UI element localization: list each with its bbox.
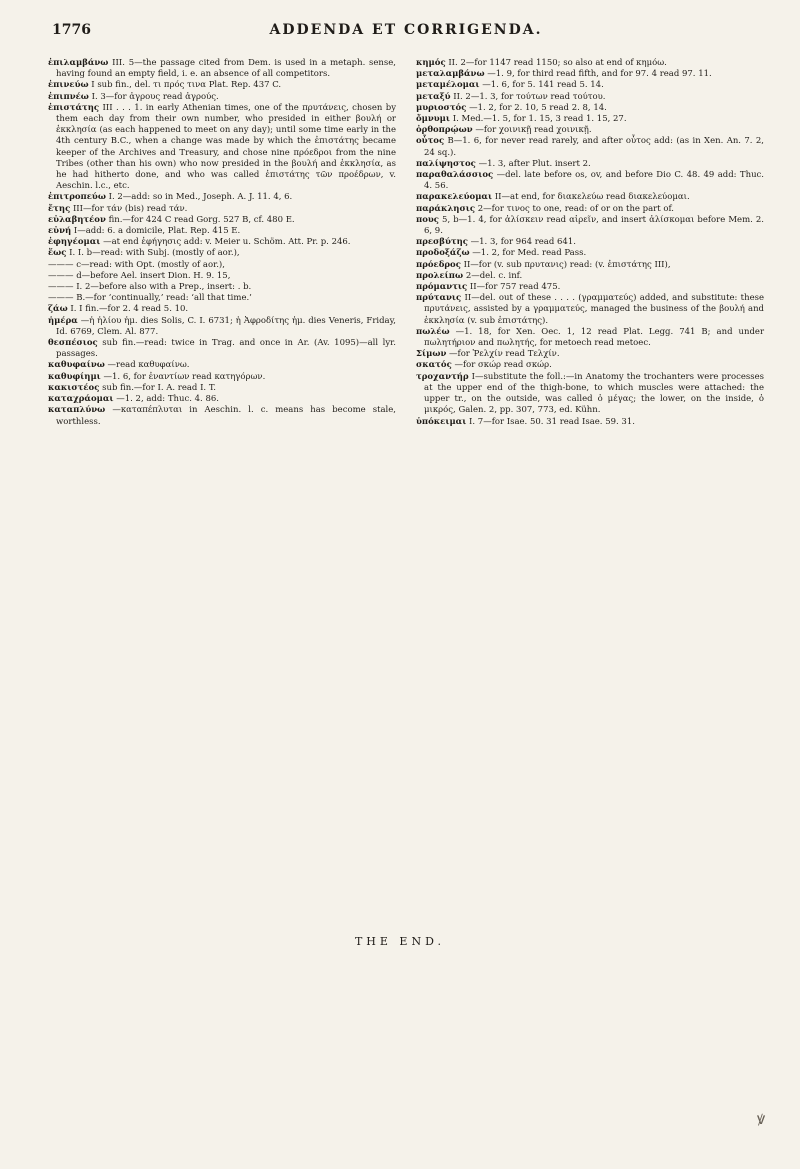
entry-lemma: καθυφαίνω bbox=[48, 360, 105, 371]
entry bbox=[48, 282, 396, 293]
entry-lemma: ἐπιπνέω bbox=[48, 91, 89, 102]
entry-text: 5, b—1. 4, for ἀλίσκειν read αἱρεῖν, and insert ἀλίσκομαι before Mem. 2. 6, 9. bbox=[424, 214, 765, 237]
entry-lemma: μεταξύ bbox=[416, 91, 451, 102]
entry-lemma: μεταλαμβάνω bbox=[416, 69, 485, 80]
entry-text: I. Med.—1. 5, for 1. 15, 3 read 1. 15, 27. bbox=[452, 114, 627, 125]
entry bbox=[48, 405, 396, 427]
entry bbox=[416, 159, 764, 170]
entry-text: II—at end, for διακελεύω read διακελεύομαι. bbox=[494, 192, 690, 203]
entry-lemma: παράκλησις bbox=[416, 203, 476, 214]
entry bbox=[48, 58, 396, 80]
entry-text: I. I fin.—for 2. 4 read 5. 10. bbox=[70, 304, 189, 315]
entry-lemma: σκατός bbox=[416, 360, 452, 371]
entry bbox=[48, 260, 396, 271]
entry-lemma: καθυφίημι bbox=[48, 371, 101, 382]
entry-text: —1. 6, for ἐναντίων read κατηγόρων. bbox=[103, 371, 266, 382]
entry-lemma: ἔτης bbox=[48, 203, 71, 214]
entry-text: I sub fin., del. τι πρός τινα Plat. Rep. 437 C. bbox=[91, 80, 282, 91]
entry bbox=[416, 69, 764, 80]
entry-lemma: παλίψηστος bbox=[416, 158, 476, 169]
entry-text: —del. late before os, ov, and before Dio C. 48. 49 add: Thuc. 4. 56. bbox=[424, 170, 765, 192]
entry bbox=[416, 58, 764, 69]
entry-text: I. 7—for Isae. 50. 31 read Isae. 59. 31. bbox=[469, 416, 635, 427]
entry-text: ——— d—before Ael. insert Dion. H. 9. 15, bbox=[48, 270, 231, 281]
entry bbox=[48, 304, 396, 315]
entry-text: II—for 757 read 475. bbox=[469, 282, 561, 293]
entry-text: II. 2—1. 3, for τούτων read τούτου. bbox=[453, 91, 606, 102]
entry-text: I. I. b—read: with Subj. (mostly of aor.), bbox=[69, 248, 240, 259]
entry-lemma: ἐπιστάτης bbox=[48, 102, 100, 113]
entry bbox=[416, 293, 764, 327]
entry-text: —1. 3, for 964 read 641. bbox=[470, 237, 576, 248]
entry-text: —1. 2, for 2. 10, 5 read 2. 8, 14. bbox=[469, 102, 607, 113]
entry bbox=[416, 136, 764, 158]
entry-lemma: ζάω bbox=[48, 304, 68, 315]
entry-lemma: καταπλύνω bbox=[48, 405, 106, 416]
entry-text: —1. 9, for third read fifth, and for 97. 4 read 97. 11. bbox=[487, 69, 712, 80]
entry-lemma: ἡμέρα bbox=[48, 315, 78, 326]
entry-text: —1. 6, for 5. 141 read 5. 14. bbox=[482, 80, 604, 91]
entry-text: II—del. out of these . . . . (γραμματεύς) added, and substitute: these πρυτάνεις, assisted by a γραμματεύς, managed the business of the βουλή and ἐκκλησία (v. sub ἐπιστάτης). bbox=[424, 293, 764, 326]
entry-text: I—add: 6. a domicile, Plat. Rep. 415 E. bbox=[73, 226, 241, 237]
entry bbox=[416, 92, 764, 103]
entry bbox=[416, 237, 764, 248]
entry-text: —ἡ ἡλίου ἡμ. dies Solis, C. I. 6731; ἡ Ἀφροδίτης ἡμ. dies Veneris, Friday, Id. 6769, Clem. Al. 877. bbox=[56, 315, 396, 337]
entry-lemma: ἐπινεύω bbox=[48, 80, 89, 91]
entry-text: —read καθυφαίνω. bbox=[107, 360, 190, 371]
entry bbox=[416, 260, 764, 271]
entry bbox=[48, 360, 396, 371]
entry bbox=[416, 248, 764, 259]
entry bbox=[48, 248, 396, 259]
entry-text: —for χοινικῇ read χοινικῇ. bbox=[475, 125, 592, 136]
entry-lemma: παρακελεύομαι bbox=[416, 192, 493, 203]
entry bbox=[416, 170, 764, 192]
entry-text: fin.—for 424 C read Gorg. 527 B, cf. 480 E. bbox=[108, 214, 295, 225]
entry-lemma: καταχράομαι bbox=[48, 394, 114, 405]
entry bbox=[416, 349, 764, 360]
entry-text: ——— c—read: with Opt. (mostly of aor.), bbox=[48, 259, 225, 270]
entry-lemma: κημός bbox=[416, 58, 446, 68]
running-head-title: ADDENDA ET CORRIGENDA. bbox=[269, 22, 543, 38]
entry bbox=[416, 417, 764, 428]
entry-text: 2—for τινος to one, read: of or on the part of. bbox=[477, 203, 674, 214]
entry bbox=[416, 271, 764, 282]
entry-text: II. 2—for 1147 read 1150; so also at end of κημόω. bbox=[448, 58, 667, 68]
entry-text: —at end ἐφήγησις add: v. Meier u. Schöm. Att. Pr. p. 246. bbox=[103, 237, 351, 248]
entry bbox=[48, 192, 396, 203]
entry-lemma: πρύτανις bbox=[416, 293, 462, 304]
entry-text: III—for τάν (bis) read τάν. bbox=[72, 203, 188, 214]
entry bbox=[48, 372, 396, 383]
entry bbox=[48, 204, 396, 215]
entry-text: I. 2—add: so in Med., Joseph. A. J. 11. 4, 6. bbox=[108, 192, 293, 203]
entry-text: ——— I. 2—before also with a Prep., insert: . b. bbox=[48, 282, 252, 293]
entry bbox=[416, 103, 764, 114]
entry bbox=[416, 327, 764, 349]
entry bbox=[48, 383, 396, 394]
entry-lemma: ἐπιλαμβάνω bbox=[48, 58, 109, 68]
entry-lemma: προλείπω bbox=[416, 270, 464, 281]
two-column-body bbox=[48, 58, 764, 428]
entry bbox=[416, 114, 764, 125]
entry-lemma: εὐνή bbox=[48, 226, 72, 237]
entry bbox=[416, 215, 764, 237]
end-colophon: THE END. bbox=[354, 935, 446, 948]
handwritten-mark: ꝟ bbox=[756, 1109, 765, 1128]
entry bbox=[48, 394, 396, 405]
entry-text: —καταπέπλυται in Aeschin. l. c. means has become stale, worthless. bbox=[56, 405, 397, 427]
entry bbox=[416, 372, 764, 417]
entry-text: 2—del. c. inf. bbox=[465, 270, 523, 281]
entry-lemma: μυριοστός bbox=[416, 102, 467, 113]
entry-text: B—1. 6, for never read rarely, and after οὗτος add: (as in Xen. An. 7. 2, 24 sq.). bbox=[424, 136, 764, 158]
entry-lemma: ἐπιτροπεύω bbox=[48, 192, 106, 203]
entry bbox=[48, 226, 396, 237]
entry bbox=[48, 271, 396, 282]
entry-text: III . . . 1. in early Athenian times, one of the πρυτάνεις, chosen by them each day from their own number, who presided in either βουλή or ἐκκλησία (as each happened to meet on any day); until some time early in the 4th century B.C., when a change was made by which the ἐπιστάτης became keeper of the Archives and Treasury, and chose nine πρόεδροι from the nine Tribes (other than his own) who now presided in the βουλή and ἐκκλησία, as he had hitherto done, and who was called ἐπιστάτης τῶν προέδρων, v. Aeschin. l.c., etc. bbox=[56, 102, 397, 192]
entry-text: —1. 3, after Plut. insert 2. bbox=[478, 158, 591, 169]
entry-lemma: πρόμαντις bbox=[416, 282, 468, 293]
entry-lemma: τροχαντήρ bbox=[416, 371, 469, 382]
entry bbox=[416, 192, 764, 203]
entry-text: I. 3—for ἀγρους read ἀγρούς. bbox=[91, 91, 219, 102]
entry-lemma: μεταμέλομαι bbox=[416, 80, 480, 91]
entry-text: —1. 18, for Xen. Oec. 1, 12 read Plat. Legg. 741 B; and under πωλητήριον and πωλητής, for metoech read metoec. bbox=[424, 326, 765, 349]
entry-text: —1. 2, for Med. read Pass. bbox=[472, 248, 587, 259]
entry-lemma: θεσπέσιος bbox=[48, 338, 98, 349]
entry-lemma: πρόεδρος bbox=[416, 259, 461, 270]
entry-lemma: Σίμων bbox=[416, 349, 447, 360]
entry bbox=[416, 360, 764, 371]
left-column bbox=[48, 58, 396, 428]
entry bbox=[48, 293, 396, 304]
entry bbox=[416, 80, 764, 91]
entry-text: —for Ῥελχίν read Τελχίν. bbox=[449, 349, 560, 360]
entry-text: ——— B.—for ‘continually,’ read: ‘all that time.’ bbox=[48, 293, 252, 304]
entry-lemma: παραθαλάσσιος bbox=[416, 170, 494, 181]
entry-lemma: πους bbox=[416, 214, 439, 225]
entry bbox=[48, 316, 396, 338]
entry-text: sub fin.—read: twice in Trag. and once in Ar. (Av. 1095)—all lyr. passages. bbox=[56, 338, 397, 360]
page-number: 1776 bbox=[52, 22, 91, 38]
entry bbox=[416, 204, 764, 215]
entry bbox=[48, 80, 396, 91]
entry-lemma: ὀρθοπρῴων bbox=[416, 125, 473, 136]
entry-lemma: ἕως bbox=[48, 248, 67, 259]
running-header bbox=[52, 22, 760, 46]
entry-lemma: ἐφηγέομαι bbox=[48, 237, 101, 248]
entry-lemma: ὑπόκειμαι bbox=[416, 416, 467, 427]
entry-text: —for σκώρ read σκώρ. bbox=[454, 360, 552, 371]
entry-lemma: ὄμνυμι bbox=[416, 114, 451, 125]
entry-text: I—substitute the foll.:—in Anatomy the trochanters were processes at the upper end of the thigh-bone, to which muscles were attached: the upper tr., on the outside, was called ὁ μέγας; the lower, on the inside, ὁ μικρός, Galen. 2, pp. 307, 773, ed. Kühn. bbox=[424, 371, 764, 416]
entry-text: II—for (v. sub πρυτανις) read: (v. ἐπιστάτης III), bbox=[463, 259, 671, 270]
entry-lemma: κακιστέος bbox=[48, 382, 100, 393]
entry-lemma: πρεσβύτης bbox=[416, 237, 468, 248]
entry bbox=[416, 125, 764, 136]
entry-lemma: οὗτος bbox=[416, 136, 445, 147]
entry-text: —1. 2, add: Thuc. 4. 86. bbox=[116, 394, 219, 405]
entry bbox=[48, 103, 396, 193]
entry-lemma: προδοξάζω bbox=[416, 248, 470, 259]
entry bbox=[48, 92, 396, 103]
entry bbox=[416, 282, 764, 293]
entry bbox=[48, 237, 396, 248]
entry-lemma: πωλέω bbox=[416, 326, 450, 337]
entry bbox=[48, 338, 396, 360]
entry-text: III. 5—the passage cited from Dem. is used in a metaph. sense, having found an empty field, i. e. an absence of all competitors. bbox=[56, 58, 397, 80]
entry bbox=[48, 215, 396, 226]
entry-lemma: εὐλαβητέον bbox=[48, 214, 106, 225]
entry-text: sub fin.—for I. A. read I. T. bbox=[102, 382, 216, 393]
right-column bbox=[416, 58, 764, 428]
